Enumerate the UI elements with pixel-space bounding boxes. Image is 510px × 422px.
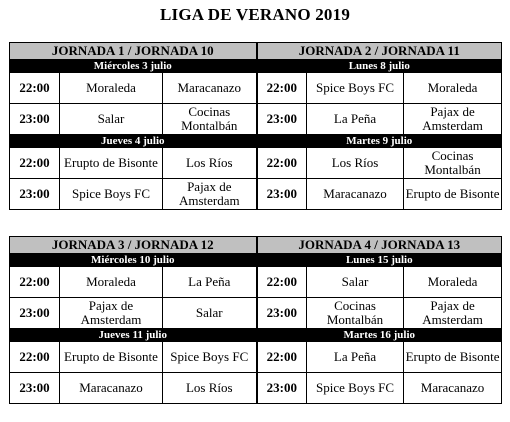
match-row xyxy=(10,342,502,373)
day-label: Miércoles 10 julio xyxy=(10,254,257,267)
match-time: 23:00 xyxy=(257,298,307,329)
match-time: 22:00 xyxy=(257,73,307,104)
match-time: 23:00 xyxy=(257,104,307,135)
match-row xyxy=(10,267,502,298)
home-team: Salar xyxy=(60,104,163,135)
home-team: Los Ríos xyxy=(307,148,404,179)
match-time: 22:00 xyxy=(10,342,60,373)
home-team: Spice Boys FC xyxy=(60,179,163,210)
schedule-table-jornadas-1-2 xyxy=(9,42,502,210)
match-row xyxy=(10,298,502,329)
home-team: Maracanazo xyxy=(60,373,163,404)
home-team: Moraleda xyxy=(60,73,163,104)
away-team: Pajax de Amsterdam xyxy=(404,104,502,135)
away-team: Erupto de Bisonte xyxy=(404,342,502,373)
page-title: LIGA DE VERANO 2019 xyxy=(159,5,351,24)
home-team: Pajax de Amsterdam xyxy=(60,298,163,329)
away-team: Moraleda xyxy=(404,73,502,104)
away-team: Spice Boys FC xyxy=(163,342,257,373)
day-label: Jueves 11 julio xyxy=(10,329,257,342)
match-time: 22:00 xyxy=(257,342,307,373)
day-label: Lunes 15 julio xyxy=(257,254,502,267)
day-label: Martes 9 julio xyxy=(257,135,502,148)
home-team: Salar xyxy=(307,267,404,298)
day-label: Lunes 8 julio xyxy=(257,60,502,73)
day-label: Jueves 4 julio xyxy=(10,135,257,148)
away-team: Los Ríos xyxy=(163,373,257,404)
home-team: Spice Boys FC xyxy=(307,73,404,104)
away-team: Pajax de Amsterdam xyxy=(404,298,502,329)
jornada-header: JORNADA 4 / JORNADA 13 xyxy=(257,237,502,254)
away-team: Cocinas Montalbán xyxy=(163,104,257,135)
away-team: Salar xyxy=(163,298,257,329)
match-row xyxy=(10,373,502,404)
home-team: La Peña xyxy=(307,104,404,135)
away-team: Maracanazo xyxy=(163,73,257,104)
match-time: 22:00 xyxy=(10,73,60,104)
home-team: Cocinas Montalbán xyxy=(307,298,404,329)
away-team: Los Ríos xyxy=(163,148,257,179)
match-time: 22:00 xyxy=(257,148,307,179)
match-time: 23:00 xyxy=(10,298,60,329)
away-team: Cocinas Montalbán xyxy=(404,148,502,179)
match-time: 22:00 xyxy=(10,148,60,179)
away-team: La Peña xyxy=(163,267,257,298)
schedule-table-jornadas-3-4 xyxy=(9,236,502,404)
home-team: Spice Boys FC xyxy=(307,373,404,404)
jornada-header: JORNADA 3 / JORNADA 12 xyxy=(10,237,257,254)
match-row xyxy=(10,179,502,210)
home-team: Erupto de Bisonte xyxy=(60,342,163,373)
day-label: Miércoles 3 julio xyxy=(10,60,257,73)
match-row xyxy=(10,73,502,104)
away-team: Maracanazo xyxy=(404,373,502,404)
match-time: 23:00 xyxy=(257,373,307,404)
jornada-header: JORNADA 1 / JORNADA 10 xyxy=(10,43,257,60)
match-row xyxy=(10,104,502,135)
match-time: 23:00 xyxy=(10,104,60,135)
match-time: 22:00 xyxy=(10,267,60,298)
match-time: 22:00 xyxy=(257,267,307,298)
home-team: Moraleda xyxy=(60,267,163,298)
away-team: Moraleda xyxy=(404,267,502,298)
match-row xyxy=(10,148,502,179)
jornada-header: JORNADA 2 / JORNADA 11 xyxy=(257,43,502,60)
away-team: Pajax de Amsterdam xyxy=(163,179,257,210)
match-time: 23:00 xyxy=(10,179,60,210)
home-team: Maracanazo xyxy=(307,179,404,210)
home-team: La Peña xyxy=(307,342,404,373)
home-team: Erupto de Bisonte xyxy=(60,148,163,179)
day-label: Martes 16 julio xyxy=(257,329,502,342)
away-team: Erupto de Bisonte xyxy=(404,179,502,210)
match-time: 23:00 xyxy=(257,179,307,210)
match-time: 23:00 xyxy=(10,373,60,404)
